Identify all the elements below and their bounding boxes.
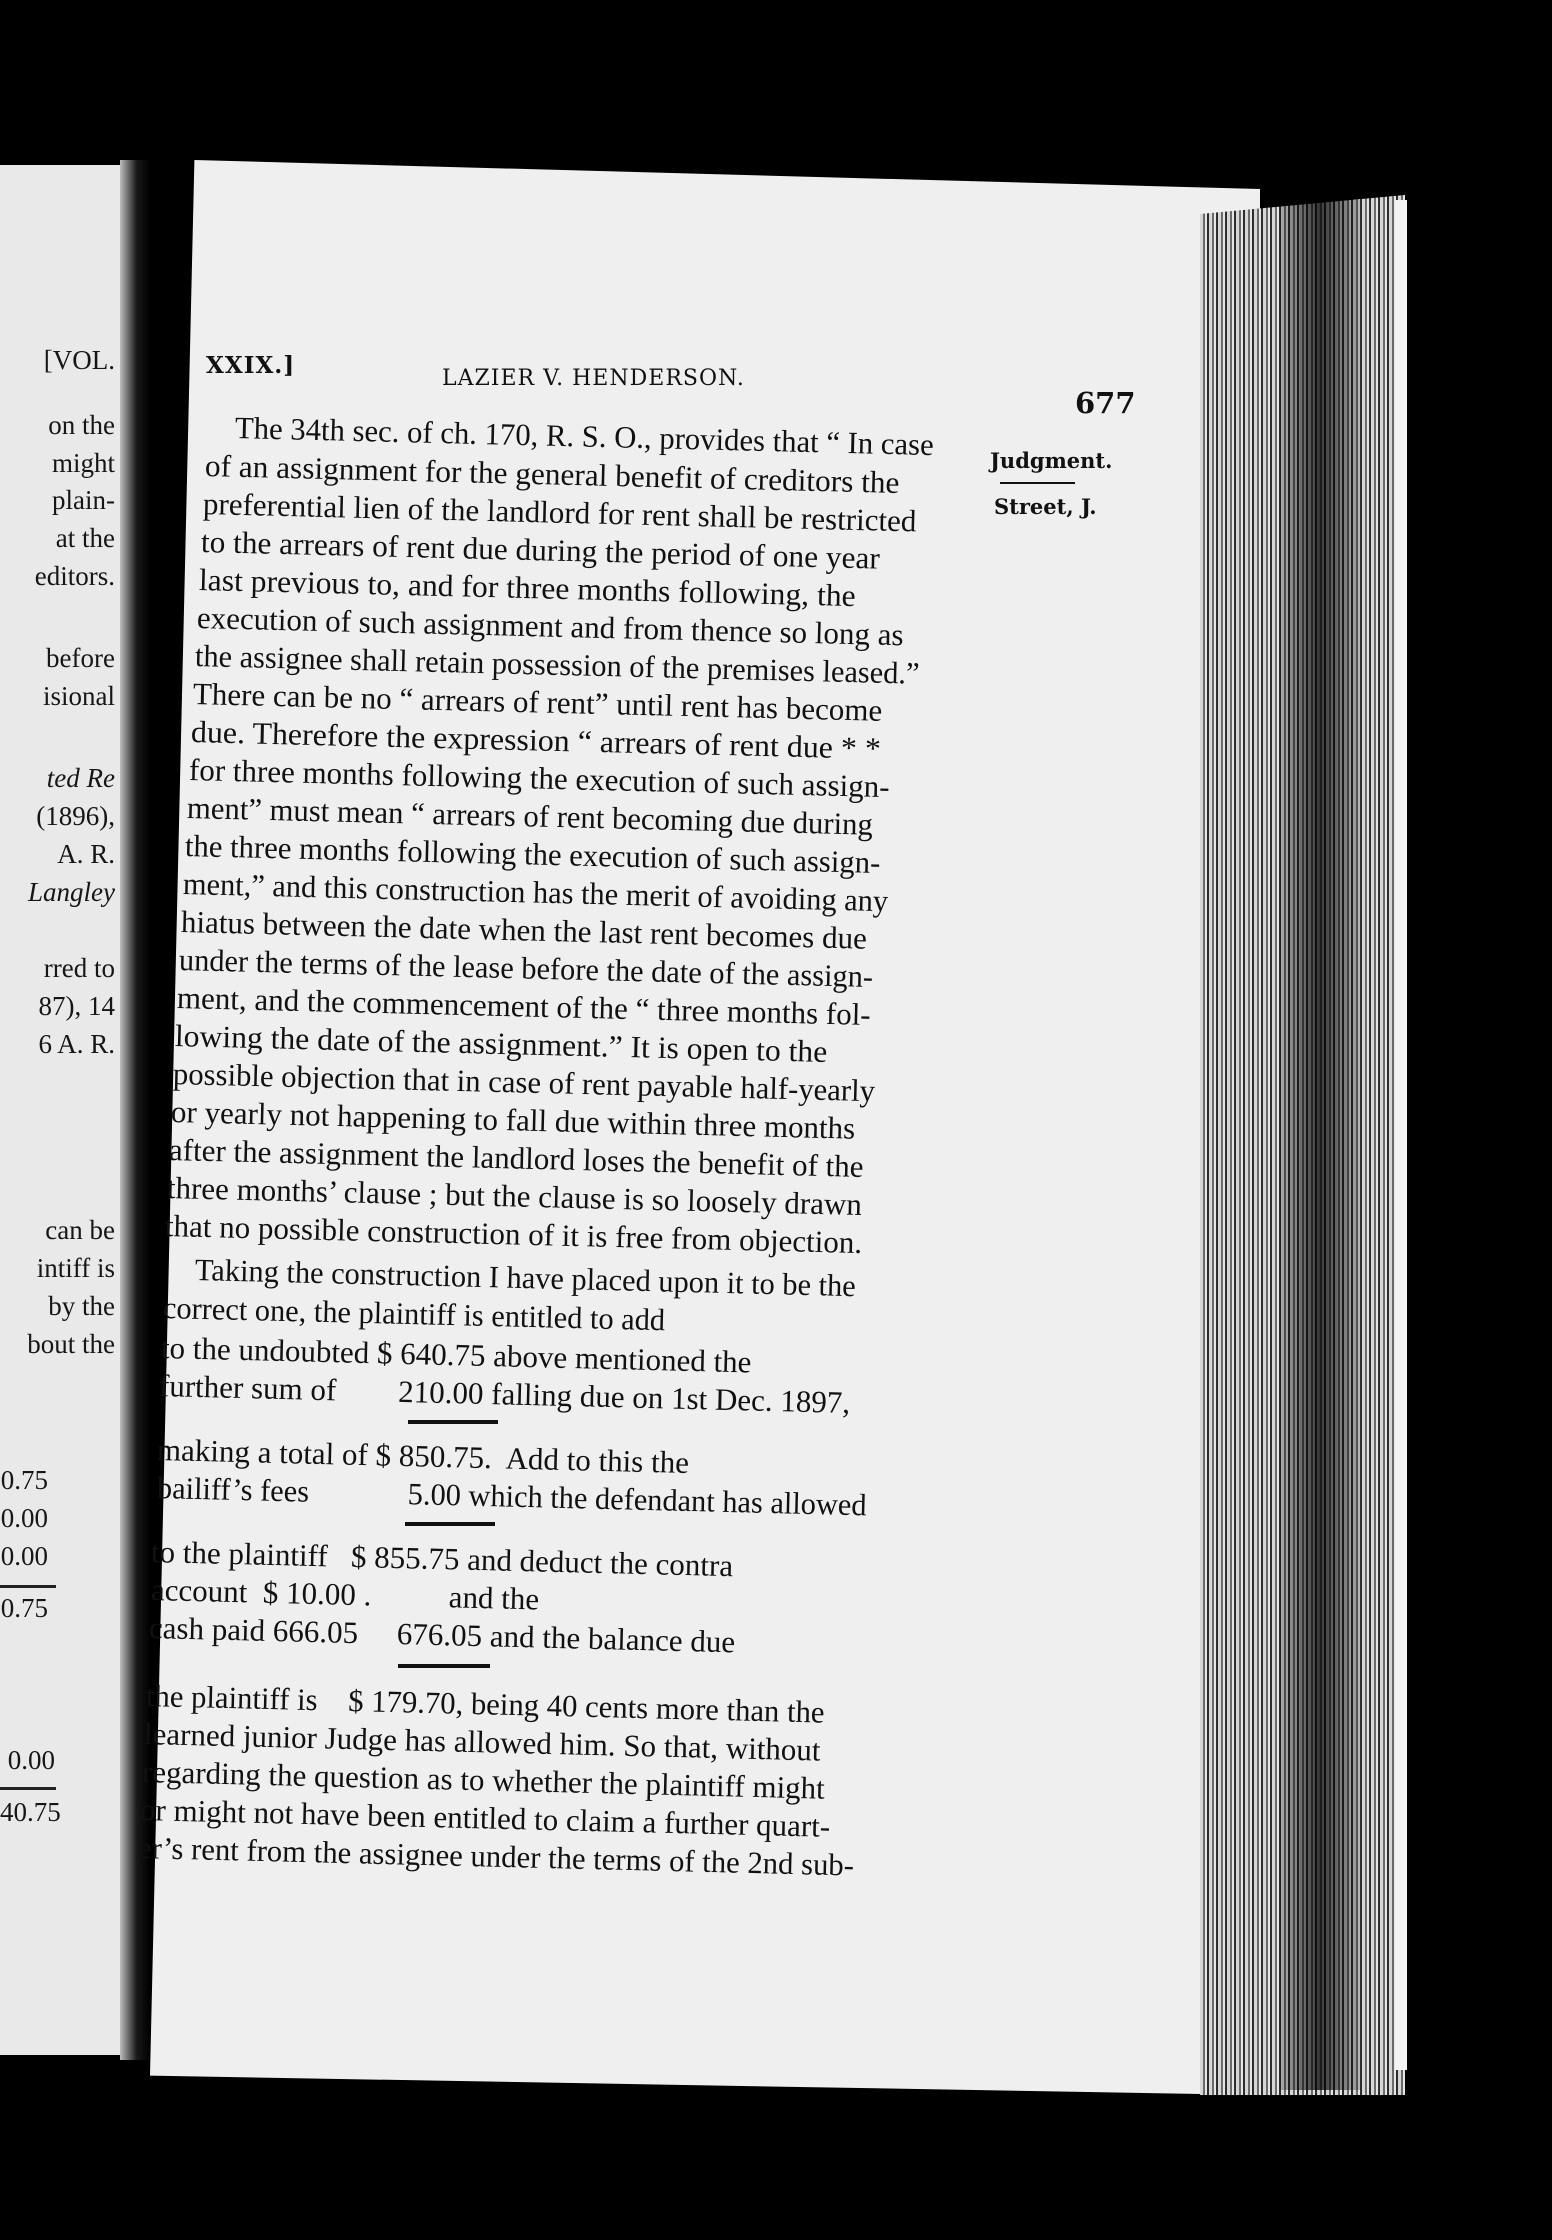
left-page-line: by the bbox=[48, 1291, 115, 1321]
body-line: last previous to, and for three months following, the bbox=[198, 562, 857, 614]
left-page-line: 40.75 bbox=[0, 1797, 61, 1827]
body-line: er’s rent from the assignee under the terms of the 2nd sub- bbox=[137, 1830, 855, 1883]
calculation-line: cash paid 666.05 676.05 and the balance due bbox=[148, 1610, 736, 1660]
left-page-rule bbox=[0, 1787, 56, 1790]
left-page-rule bbox=[0, 1585, 56, 1588]
body-line: Taking the construction I have placed upon it to be the bbox=[194, 1252, 857, 1304]
body-line: ment, and the commencement of the “ three months fol- bbox=[176, 980, 872, 1032]
body-line: regarding the question as to whether the plaintiff might bbox=[141, 1754, 826, 1806]
body-line: ment” must mean “ arrears of rent becoming due during bbox=[186, 790, 874, 842]
body-line: The 34th sec. of ch. 170, R. S. O., provides that “ In case bbox=[234, 410, 935, 463]
left-page-line: A. R. bbox=[57, 839, 115, 869]
margin-note-judge: Street, J. bbox=[994, 494, 1097, 519]
body-line: lowing the date of the assignment.” It is open to the bbox=[174, 1018, 828, 1069]
body-line: or might not have been entitled to claim a further quart- bbox=[139, 1792, 831, 1844]
body-line: correct one, the plaintiff is entitled to add bbox=[162, 1290, 666, 1338]
body-line: possible objection that in case of rent payable half-yearly bbox=[172, 1056, 876, 1109]
calculation-line: further sum of 210.00 falling due on 1st Dec. 1897, bbox=[158, 1368, 851, 1420]
page-edge-shadow bbox=[1280, 200, 1360, 2090]
running-title: LAZIER V. HENDERSON. bbox=[442, 366, 745, 391]
left-page-line: 0.75 bbox=[0, 1593, 48, 1623]
left-page-line: might bbox=[51, 448, 115, 478]
left-page-line: at the bbox=[55, 523, 115, 553]
margin-note-rule bbox=[1000, 482, 1075, 484]
calculation-line: bailiff’s fees 5.00 which the defendant has allowed bbox=[156, 1470, 868, 1523]
book-cover-edge bbox=[1395, 200, 1407, 2070]
left-page-line: bout the bbox=[27, 1329, 115, 1359]
left-page-line: 87), 14 bbox=[38, 991, 115, 1021]
left-page-line: 6 A. R. bbox=[38, 1029, 115, 1059]
body-line: for three months following the execution of such assign- bbox=[188, 752, 891, 805]
calculation-line: account $ 10.00 . and the bbox=[150, 1572, 540, 1617]
left-page-line: 0.00 bbox=[0, 1541, 48, 1571]
left-page-line: editors. bbox=[34, 561, 115, 591]
left-page-line: 0.00 bbox=[0, 1503, 48, 1533]
body-line: the assignee shall retain possession of the premises leased.” bbox=[194, 638, 920, 691]
body-line: hiatus between the date when the last rent becomes due bbox=[180, 904, 868, 956]
left-page-fragment bbox=[0, 165, 120, 2055]
left-page-vol: [VOL. bbox=[43, 345, 115, 375]
body-line: that no possible construction of it is free from objection. bbox=[164, 1208, 863, 1261]
left-page-line: on the bbox=[48, 410, 115, 440]
body-line: or yearly not happening to fall due within three months bbox=[170, 1094, 856, 1146]
left-page-line: before bbox=[46, 643, 115, 673]
body-line: the three months following the execution of such assign- bbox=[184, 828, 881, 880]
left-page-line: ted Re bbox=[46, 763, 115, 793]
body-line: the plaintiff is $ 179.70, being 40 cents more than the bbox=[145, 1678, 825, 1730]
left-page-line: 0.00 bbox=[7, 1745, 55, 1775]
volume-label: XXIX.] bbox=[206, 352, 296, 379]
left-page-line: plain- bbox=[52, 485, 115, 515]
body-line: ment,” and this construction has the merit of avoiding any bbox=[182, 866, 889, 919]
body-line: after the assignment the landlord loses the benefit of the bbox=[168, 1132, 864, 1184]
calculation-line: to the plaintiff $ 855.75 and deduct the contra bbox=[150, 1534, 734, 1584]
page-number: 677 bbox=[1075, 386, 1136, 420]
margin-note-judgment: Judgment. bbox=[990, 448, 1113, 473]
sum-rule bbox=[408, 1420, 498, 1424]
body-line: due. Therefore the expression “ arrears of rent due * * bbox=[190, 714, 882, 766]
body-line: preferential lien of the landlord for rent shall be restricted bbox=[202, 486, 917, 539]
left-page-line: (1896), bbox=[36, 801, 115, 831]
body-line: learned junior Judge has allowed him. So that, without bbox=[143, 1716, 821, 1768]
sum-rule bbox=[405, 1522, 495, 1526]
body-line: execution of such assignment and from thence so long as bbox=[196, 600, 905, 653]
sum-rule bbox=[398, 1664, 490, 1668]
calculation-line: making a total of $ 850.75. Add to this the bbox=[156, 1432, 690, 1480]
body-line: under the terms of the lease before the date of the assign- bbox=[178, 942, 874, 994]
left-page-line: 0.75 bbox=[0, 1465, 48, 1495]
left-page-line: Langley bbox=[28, 877, 115, 907]
left-page-line: rred to bbox=[43, 953, 115, 983]
left-page-line: isional bbox=[43, 681, 115, 711]
left-page-line: can be bbox=[45, 1215, 115, 1245]
calculation-line: to the undoubted $ 640.75 above mentioned the bbox=[160, 1330, 752, 1380]
body-line: three months’ clause ; but the clause is so loosely drawn bbox=[166, 1170, 863, 1222]
body-line: of an assignment for the general benefit of creditors the bbox=[204, 448, 900, 500]
body-line: There can be no “ arrears of rent” until rent has become bbox=[192, 676, 883, 728]
left-page-line: intiff is bbox=[36, 1253, 115, 1283]
body-line: to the arrears of rent due during the period of one year bbox=[200, 524, 881, 576]
